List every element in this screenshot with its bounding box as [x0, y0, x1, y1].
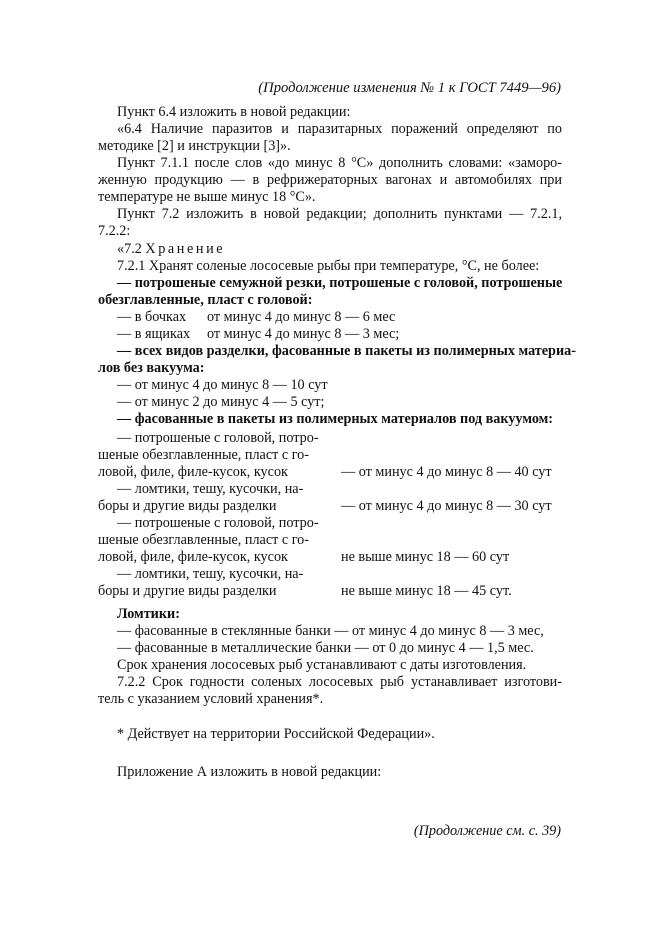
row-boxes-label: — в ящиках [117, 326, 191, 342]
p722-line1: 7.2.2 Срок годности соленых лососевых рыб устанавливает изготови- [117, 674, 562, 690]
row-barrels-label: — в бочках [117, 309, 187, 325]
vac-table-row4-label-line2: боры и другие виды разделки [98, 583, 277, 599]
lomtiki-metal-cans: — фасованные в металлические банки — от 0 до минус 4 — 1,5 мес. [117, 640, 534, 656]
lomtiki-title: Ломтики: [117, 606, 180, 622]
row-barrels-value: от минус 4 до минус 8 — 6 мес [207, 309, 396, 325]
p722-line2: тель с указанием условий хранения*. [98, 691, 324, 707]
p711-line3: температуре не выше минус 18 °С». [98, 189, 316, 205]
p721-intro: 7.2.1 Хранят соленые лососевые рыбы при температуре, °С, не более: [117, 258, 540, 274]
p711-line2: женную продукцию — в рефрижераторных вагонах и автомобилях при [98, 172, 562, 188]
p721-group2-line1: — всех видов разделки, фасованные в пакеты из полимерных материа- [117, 343, 576, 359]
p72-line2: 7.2.2: [98, 223, 131, 239]
p64-text-line2: методике [2] и инструкции [3]». [98, 138, 291, 154]
p721-group1-line2: обезглавленные, пласт с головой: [98, 292, 313, 308]
vac-table-row3-value: не выше минус 18 — 60 сут [341, 549, 510, 565]
vac-table-row1-value: — от минус 4 до минус 8 — 40 сут [341, 464, 552, 480]
vacuumless-row1: — от минус 4 до минус 8 — 10 сут [117, 377, 328, 393]
vac-table-row2-value: — от минус 4 до минус 8 — 30 сут [341, 498, 552, 514]
p64-intro: Пункт 6.4 изложить в новой редакции: [117, 104, 351, 120]
vac-table-row1-label-line3: ловой, филе, филе-кусок, кусок [98, 464, 288, 480]
row-boxes-value: от минус 4 до минус 8 — 3 мес; [207, 326, 400, 342]
footnote: * Действует на территории Российской Федерации». [117, 726, 435, 742]
vac-table-row2-label-line1: — ломтики, тешу, кусочки, на- [117, 481, 304, 497]
p711-line1: Пункт 7.1.1 после слов «до минус 8 °С» дополнить словами: «заморо- [117, 155, 562, 171]
vac-table-row3-label-line2: шеные обезглавленные, пласт с го- [98, 532, 310, 548]
appendix-instruction: Приложение А изложить в новой редакции: [117, 764, 382, 780]
section-72-heading [117, 241, 225, 259]
section-72-title: Хранение [145, 241, 226, 257]
section-72-number: «7.2 [117, 241, 142, 257]
vac-table-row2-label-line2: боры и другие виды разделки [98, 498, 277, 514]
page-header: (Продолжение изменения № 1 к ГОСТ 7449—96) [258, 80, 561, 96]
vac-table-row4-label-line1: — ломтики, тешу, кусочки, на- [117, 566, 304, 582]
p72-line1: Пункт 7.2 изложить в новой редакции; дополнить пунктами — 7.2.1, [117, 206, 562, 222]
p721-group1-line1: — потрошеные семужной резки, потрошеные с головой, потрошеные [117, 275, 563, 291]
vac-table-row1-label-line1: — потрошеные с головой, потро- [117, 430, 319, 446]
vac-table-row4-value: не выше минус 18 — 45 сут. [341, 583, 512, 599]
p64-text-line1: «6.4 Наличие паразитов и паразитарных поражений определяют по [117, 121, 562, 137]
vac-table-row1-label-line2: шеные обезглавленные, пласт с го- [98, 447, 310, 463]
vac-table-row3-label-line3: ловой, филе, филе-кусок, кусок [98, 549, 288, 565]
lomtiki-glass-jars: — фасованные в стеклянные банки — от минус 4 до минус 8 — 3 мес, [117, 623, 544, 639]
vacuumless-row2: — от минус 2 до минус 4 — 5 сут; [117, 394, 325, 410]
storage-period-note: Срок хранения лососевых рыб устанавливают с даты изготовления. [117, 657, 527, 673]
vac-table-row3-label-line1: — потрошеные с головой, потро- [117, 515, 319, 531]
p721-group3-title: — фасованные в пакеты из полимерных материалов под вакуумом: [117, 411, 554, 427]
page-footer: (Продолжение см. с. 39) [413, 823, 561, 839]
p721-group2-line2: лов без вакуума: [98, 360, 205, 376]
